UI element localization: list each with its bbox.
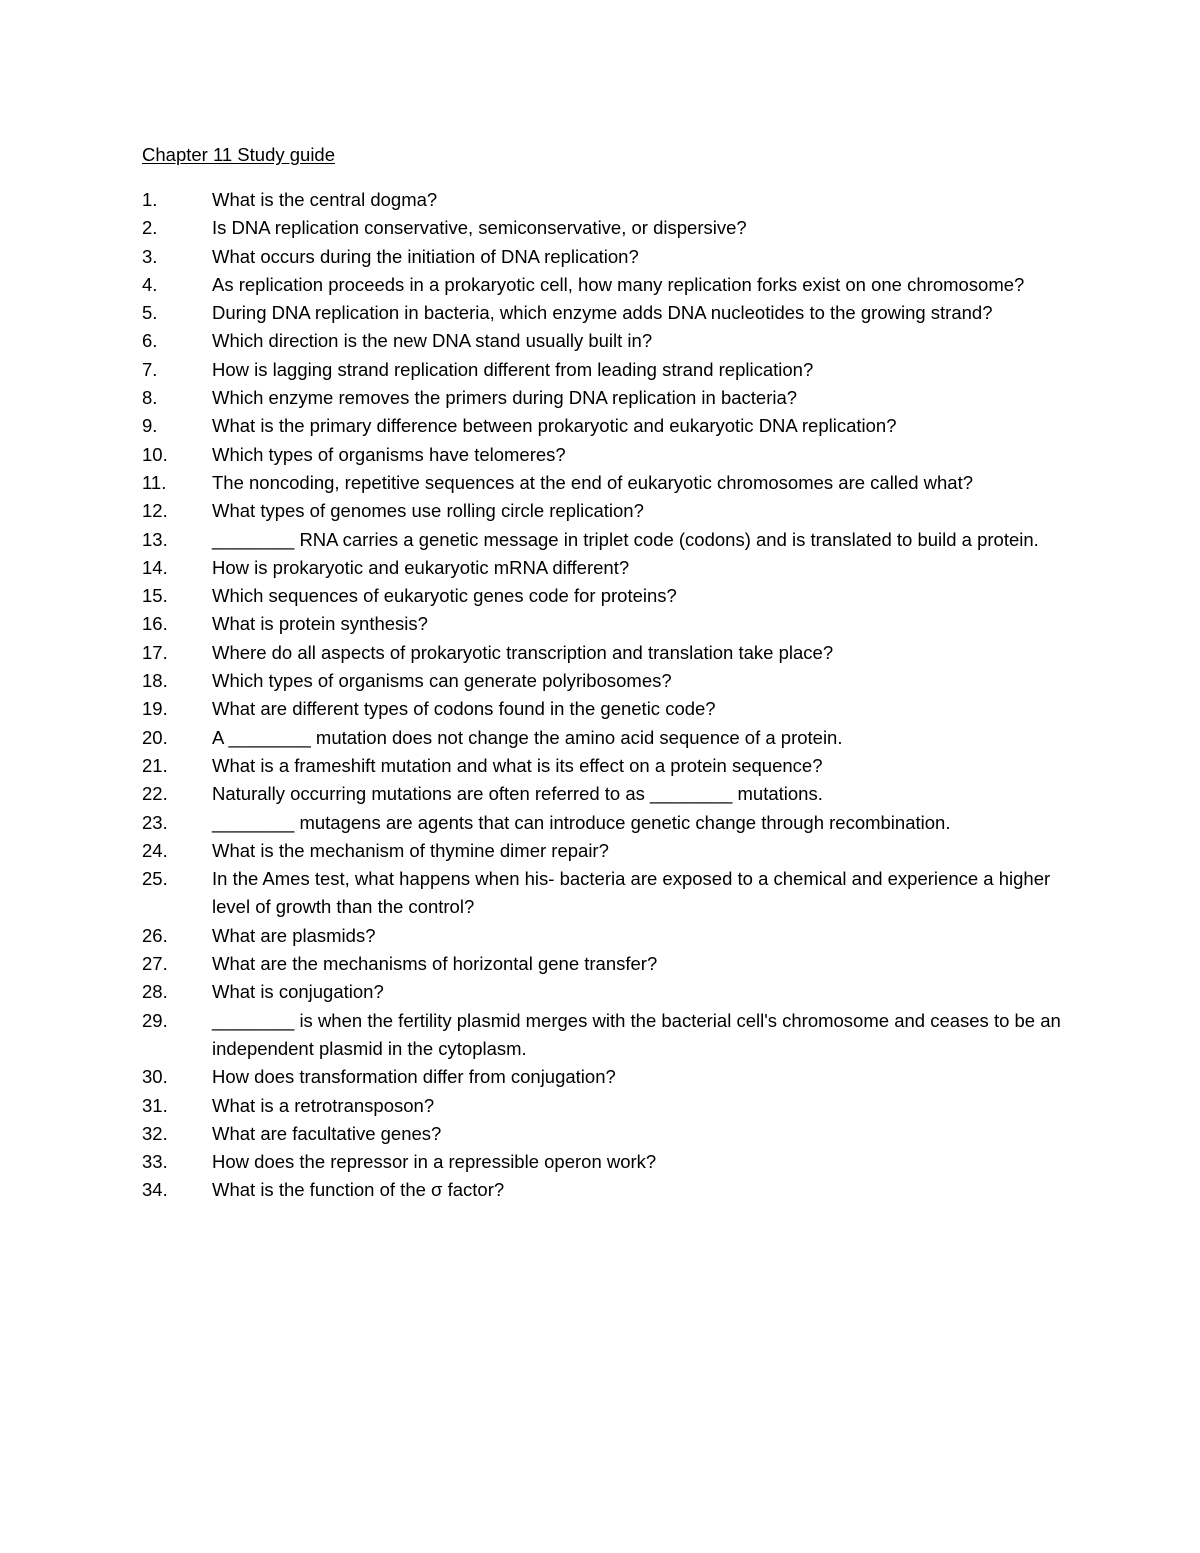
question-number: 15. xyxy=(142,585,168,607)
question-item xyxy=(142,243,1062,271)
question-text: What are plasmids? xyxy=(212,924,376,946)
document-title: Chapter 11 Study guide xyxy=(142,144,336,165)
question-number: 32. xyxy=(142,1122,168,1144)
question-item xyxy=(142,1092,1062,1120)
question-number: 12. xyxy=(142,500,168,522)
question-number: 7. xyxy=(142,358,158,380)
question-text: What is the central dogma? xyxy=(212,189,438,210)
question-text: What are facultative genes? xyxy=(212,1122,442,1144)
question-text: ________ RNA carries a genetic message in triplet code (codons) and is translated to build a protein. xyxy=(212,528,1039,550)
question-text: The noncoding, repetitive sequences at the end of eukaryotic chromosomes are called what? xyxy=(212,471,974,493)
question-item xyxy=(142,1007,1062,1064)
question-text: What is the mechanism of thymine dimer repair? xyxy=(212,839,609,861)
question-item xyxy=(142,1176,1062,1204)
question-item xyxy=(142,950,1062,978)
question-text: How is lagging strand replication different from leading strand replication? xyxy=(212,358,814,380)
question-text: How does the repressor in a repressible operon work? xyxy=(212,1151,657,1173)
question-text: A ________ mutation does not change the amino acid sequence of a protein. xyxy=(212,726,843,748)
question-text: Where do all aspects of prokaryotic transcription and translation take place? xyxy=(212,641,834,663)
question-item xyxy=(142,271,1062,299)
question-text: Naturally occurring mutations are often referred to as ________ mutations. xyxy=(212,783,823,805)
question-number: 17. xyxy=(142,641,168,663)
question-item xyxy=(142,978,1062,1006)
question-number: 9. xyxy=(142,415,158,437)
question-item xyxy=(142,780,1062,808)
question-number: 1. xyxy=(142,189,158,210)
question-text: What is a retrotransposon? xyxy=(212,1094,435,1116)
question-text: As replication proceeds in a prokaryotic cell, how many replication forks exist on one chromosome? xyxy=(212,273,1025,295)
question-text: What are different types of codons found in the genetic code? xyxy=(212,698,716,720)
question-text: What is a frameshift mutation and what is its effect on a protein sequence? xyxy=(212,754,823,776)
question-number: 24. xyxy=(142,839,168,861)
question-item xyxy=(142,186,1062,214)
question-number: 11. xyxy=(142,471,167,493)
question-number: 30. xyxy=(142,1066,168,1088)
question-item xyxy=(142,752,1062,780)
question-number: 16. xyxy=(142,613,168,635)
question-item xyxy=(142,695,1062,723)
question-text: What is the primary difference between prokaryotic and eukaryotic DNA replication? xyxy=(212,415,897,437)
question-text: Which types of organisms have telomeres? xyxy=(212,443,566,465)
question-text: What are the mechanisms of horizontal gene transfer? xyxy=(212,953,658,975)
question-item xyxy=(142,610,1062,638)
question-number: 5. xyxy=(142,302,158,324)
question-number: 13. xyxy=(142,528,168,550)
question-item xyxy=(142,356,1062,384)
question-item xyxy=(142,922,1062,950)
question-text: Which sequences of eukaryotic genes code for proteins? xyxy=(212,585,677,607)
question-text: What is the function of the σ factor? xyxy=(212,1179,505,1201)
question-item xyxy=(142,554,1062,582)
question-number: 2. xyxy=(142,217,158,239)
question-item xyxy=(142,214,1062,242)
question-text: What occurs during the initiation of DNA replication? xyxy=(212,245,639,267)
question-item xyxy=(142,1148,1062,1176)
question-text: Is DNA replication conservative, semiconservative, or dispersive? xyxy=(212,217,747,239)
question-item xyxy=(142,724,1062,752)
question-number: 8. xyxy=(142,387,158,409)
question-item xyxy=(142,299,1062,327)
question-text: What is conjugation? xyxy=(212,981,384,1003)
question-text: During DNA replication in bacteria, which enzyme adds DNA nucleotides to the growing strand? xyxy=(212,302,993,324)
question-number: 29. xyxy=(142,1009,168,1031)
question-item xyxy=(142,1063,1062,1091)
question-item xyxy=(142,1120,1062,1148)
question-number: 6. xyxy=(142,330,158,352)
question-item xyxy=(142,809,1062,837)
question-text: How is prokaryotic and eukaryotic mRNA different? xyxy=(212,556,630,578)
question-number: 18. xyxy=(142,670,168,692)
question-item xyxy=(142,526,1062,554)
question-item xyxy=(142,865,1062,922)
question-item xyxy=(142,837,1062,865)
question-number: 34. xyxy=(142,1179,168,1201)
question-number: 23. xyxy=(142,811,168,833)
question-item xyxy=(142,667,1062,695)
question-number: 20. xyxy=(142,726,168,748)
question-number: 25. xyxy=(142,868,168,890)
question-text: Which types of organisms can generate polyribosomes? xyxy=(212,670,672,692)
question-number: 4. xyxy=(142,273,158,295)
question-number: 22. xyxy=(142,783,168,805)
question-item xyxy=(142,582,1062,610)
question-number: 27. xyxy=(142,953,168,975)
question-number: 26. xyxy=(142,924,168,946)
question-item xyxy=(142,469,1062,497)
question-item xyxy=(142,327,1062,355)
question-text: Which enzyme removes the primers during DNA replication in bacteria? xyxy=(212,387,798,409)
question-item xyxy=(142,384,1062,412)
question-number: 21. xyxy=(142,754,168,776)
question-text: What is protein synthesis? xyxy=(212,613,428,635)
question-item xyxy=(142,441,1062,469)
question-text: What types of genomes use rolling circle replication? xyxy=(212,500,644,522)
question-text: Which direction is the new DNA stand usually built in? xyxy=(212,330,653,352)
question-number: 10. xyxy=(142,443,168,465)
question-item xyxy=(142,412,1062,440)
question-text: ________ mutagens are agents that can introduce genetic change through recombination. xyxy=(212,811,951,833)
question-list xyxy=(142,186,1062,1205)
question-text: In the Ames test, what happens when his- bacteria are exposed to a chemical and experience a higher level of growth than the control? xyxy=(212,868,1051,918)
question-text: ________ is when the fertility plasmid merges with the bacterial cell's chromosome and ceases to be an independent plasmid in the cytoplasm. xyxy=(212,1009,1061,1059)
question-number: 19. xyxy=(142,698,168,720)
question-number: 14. xyxy=(142,556,168,578)
question-item xyxy=(142,497,1062,525)
question-number: 33. xyxy=(142,1151,168,1173)
question-number: 31. xyxy=(142,1094,168,1116)
question-text: How does transformation differ from conjugation? xyxy=(212,1066,616,1088)
question-number: 28. xyxy=(142,981,168,1003)
question-item xyxy=(142,639,1062,667)
question-number: 3. xyxy=(142,245,158,267)
